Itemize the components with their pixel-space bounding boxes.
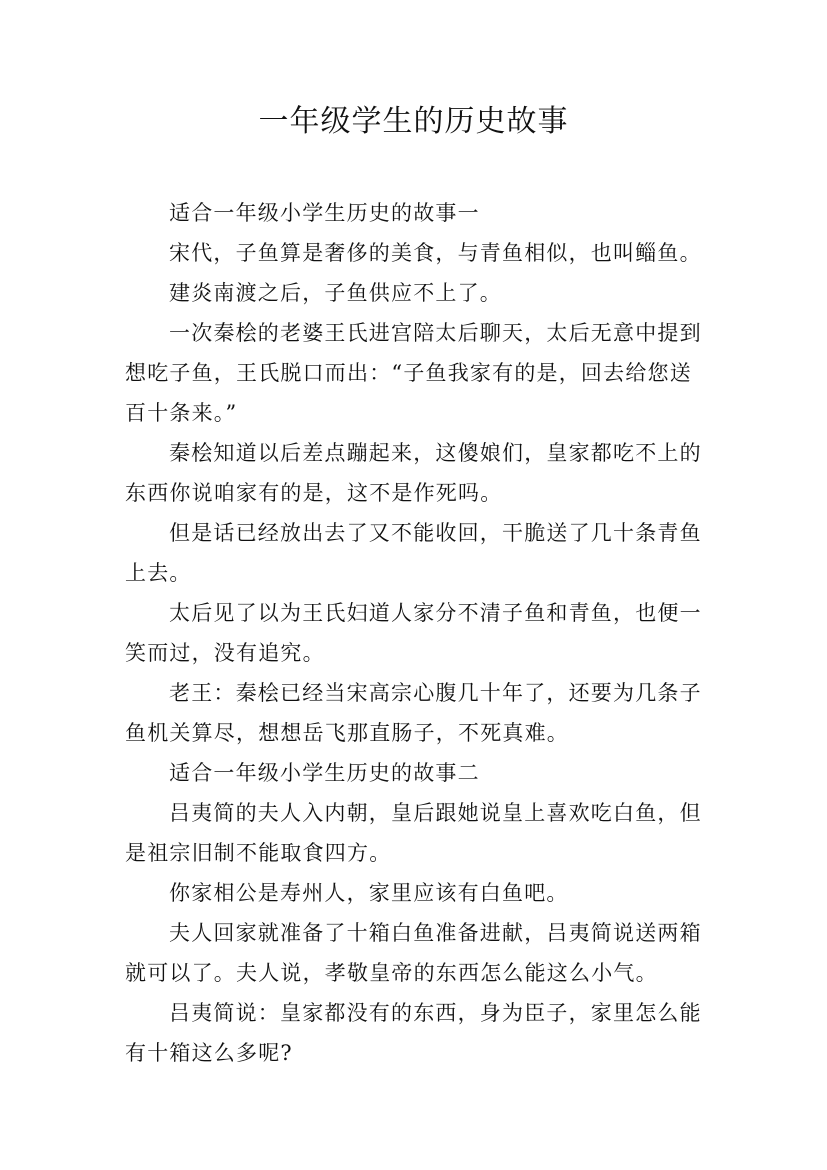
- text-line: 太后见了以为王氏妇道人家分不清子鱼和青鱼，也便一: [169, 601, 702, 625]
- text-line: 适合一年级小学生历史的故事二: [169, 761, 480, 785]
- text-line: 你家相公是寿州人，家里应该有白鱼吧。: [169, 881, 569, 905]
- text-line: 一次秦桧的老婆王氏进宫陪太后聊天，太后无意中提到: [169, 321, 702, 345]
- text-line: 吕夷简的夫人入内朝，皇后跟她说皇上喜欢吃白鱼，但: [169, 801, 702, 825]
- document-title: 一年级学生的历史故事: [258, 104, 569, 139]
- text-line: 适合一年级小学生历史的故事一: [169, 201, 480, 225]
- text-line: 就可以了。夫人说，孝敬皇帝的东西怎么能这么小气。: [125, 961, 658, 985]
- text-line: 鱼机关算尽，想想岳飞那直肠子，不死真难。: [125, 721, 569, 745]
- text-line: 夫人回家就准备了十箱白鱼准备进献，吕夷简说送两箱: [169, 921, 702, 945]
- document-body: [125, 193, 705, 1073]
- text-line: 建炎南渡之后，子鱼供应不上了。: [169, 281, 502, 305]
- text-line: 老王：秦桧已经当宋高宗心腹几十年了，还要为几条子: [169, 681, 702, 705]
- text-line: 上去。: [125, 561, 192, 585]
- text-line: 笑而过，没有追究。: [125, 641, 325, 665]
- text-line: 想吃子鱼，王氏脱口而出：“子鱼我家有的是，回去给您送: [125, 361, 692, 385]
- text-line: 东西你说咱家有的是，这不是作死吗。: [125, 481, 503, 505]
- text-line: 但是话已经放出去了又不能收回，干脆送了几十条青鱼: [169, 521, 702, 545]
- text-line: 吕夷简说：皇家都没有的东西，身为臣子，家里怎么能: [169, 1001, 702, 1025]
- text-line: 有十箱这么多呢?: [125, 1041, 293, 1065]
- text-line: 是祖宗旧制不能取食四方。: [125, 841, 392, 865]
- text-line: 百十条来。”: [125, 401, 238, 425]
- text-line: 秦桧知道以后差点蹦起来，这傻娘们，皇家都吃不上的: [169, 441, 702, 465]
- text-line: 宋代，子鱼算是奢侈的美食，与青鱼相似，也叫鲻鱼。: [169, 241, 702, 265]
